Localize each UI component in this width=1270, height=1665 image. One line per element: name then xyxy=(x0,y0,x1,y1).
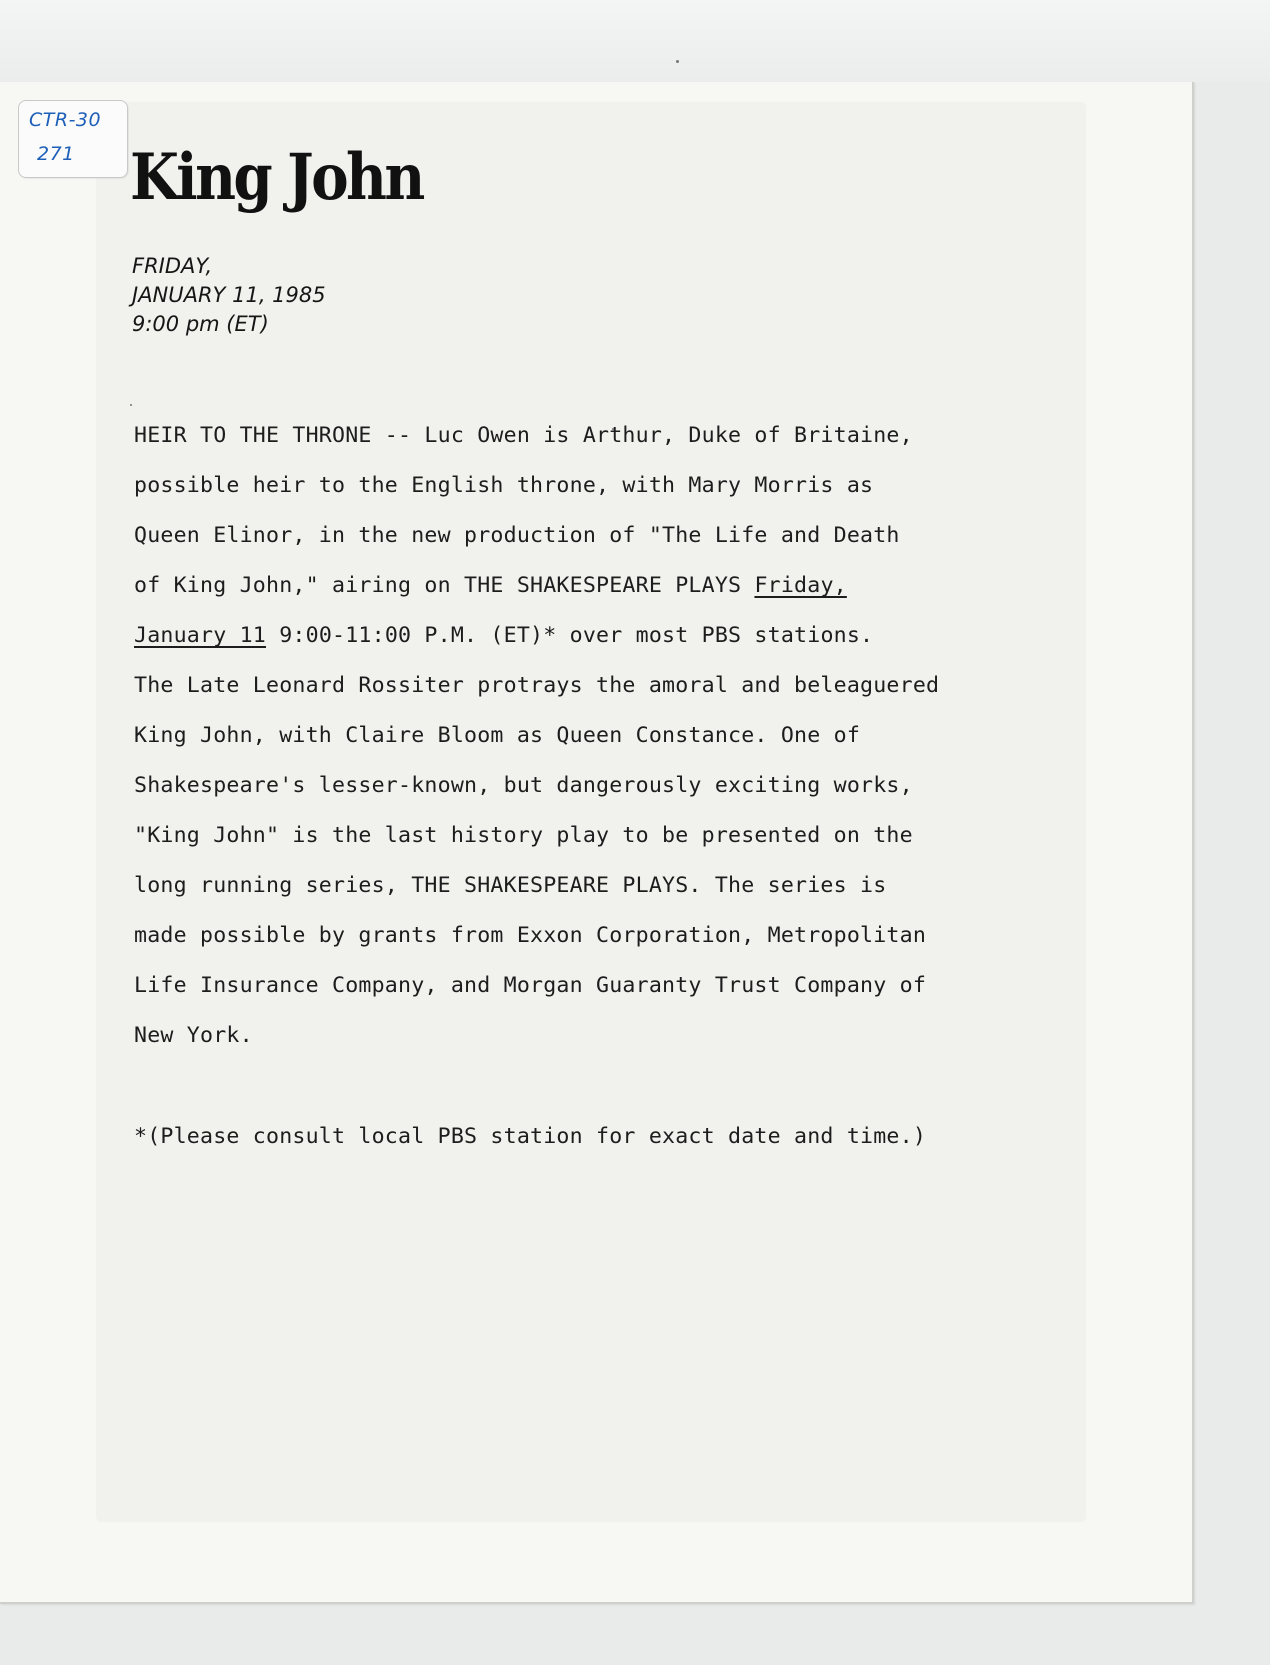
body-line: HEIR TO THE THRONE -- Luc Owen is Arthur, Duke of Britaine, xyxy=(134,423,913,448)
body-line: possible heir to the English throne, with Mary Morris as xyxy=(134,473,874,498)
body-line: long running series, THE SHAKESPEARE PLAYS. The series is xyxy=(134,873,887,898)
body-line xyxy=(134,573,847,598)
airdate-date: JANUARY 11, 1985 xyxy=(132,283,326,307)
body-line: King John, with Claire Bloom as Queen Constance. One of xyxy=(134,723,861,748)
archive-code-line-1: CTR-30 xyxy=(29,109,102,131)
body-line: made possible by grants from Exxon Corporation, Metropolitan xyxy=(134,923,927,948)
body-line: Queen Elinor, in the new production of "The Life and Death xyxy=(134,523,900,548)
archive-label-sticker xyxy=(18,100,128,178)
airdate-day: FRIDAY, xyxy=(132,254,213,278)
underlined-airdate: Friday, xyxy=(754,573,847,598)
underlined-airdate: January 11 xyxy=(134,623,267,648)
body-line: Shakespeare's lesser-known, but dangerously exciting works, xyxy=(134,773,913,798)
body-line xyxy=(134,623,873,648)
airdate-time: 9:00 pm (ET) xyxy=(132,312,269,336)
body-line: "King John" is the last history play to be presented on the xyxy=(134,823,913,848)
show-title: King John xyxy=(130,140,423,215)
dust-speck xyxy=(130,404,132,406)
body-line-text: 9:00-11:00 P.M. (ET)* over most PBS stations. xyxy=(266,623,874,648)
body-line: Life Insurance Company, and Morgan Guaranty Trust Company of xyxy=(134,973,927,998)
footnote: *(Please consult local PBS station for exact date and time.) xyxy=(134,1124,927,1149)
body-line-text: of King John," airing on THE SHAKESPEARE PLAYS xyxy=(134,573,755,598)
dust-speck xyxy=(676,60,679,63)
body-line: New York. xyxy=(134,1023,253,1048)
body-line: The Late Leonard Rossiter protrays the amoral and beleaguered xyxy=(134,673,940,698)
scanner-background xyxy=(0,0,1270,82)
archive-code-line-2: 271 xyxy=(37,143,75,165)
